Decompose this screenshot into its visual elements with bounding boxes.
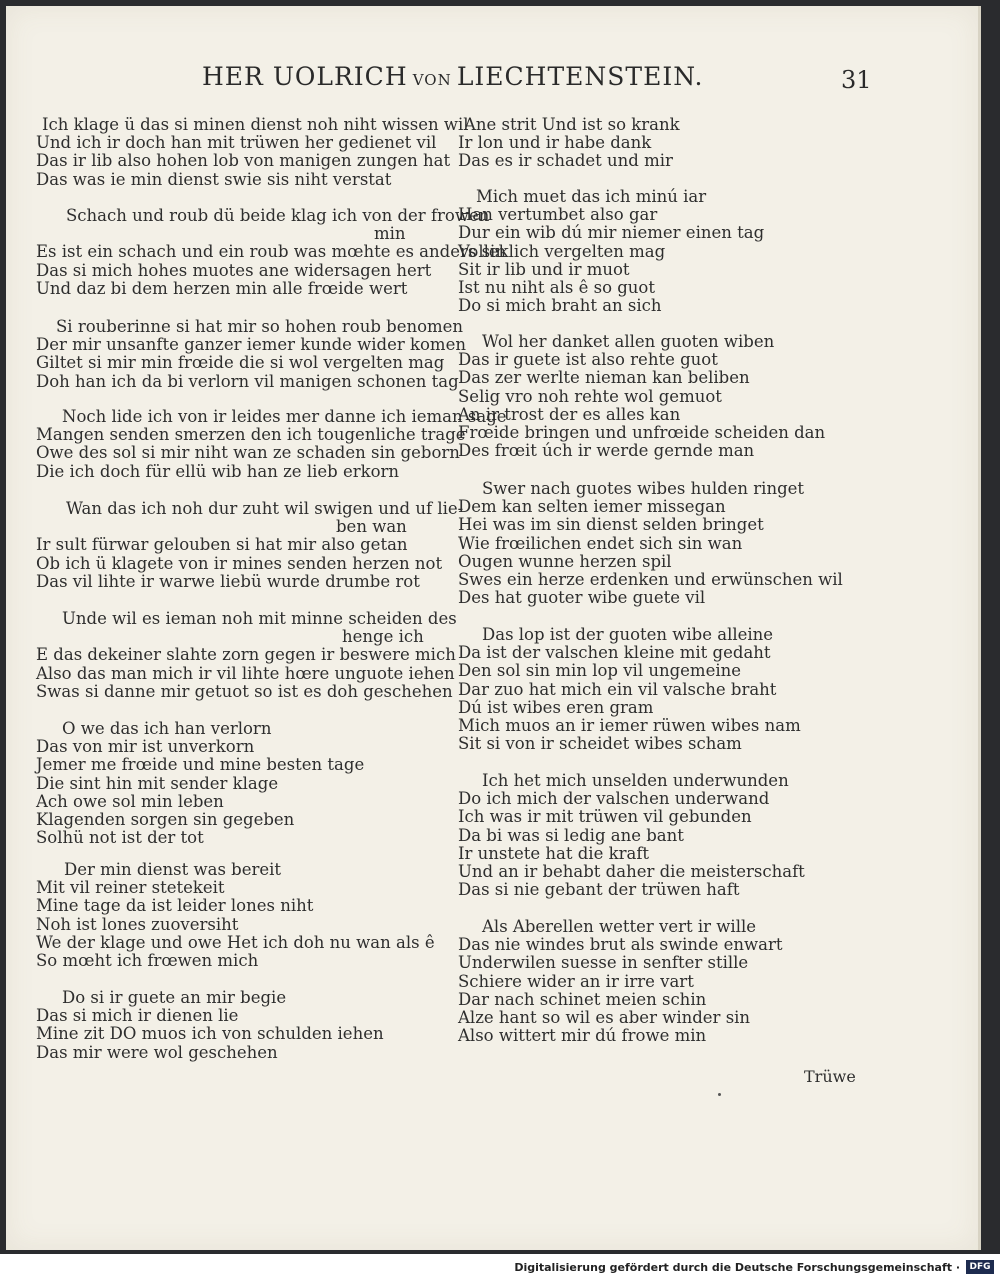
left-stanza-3-line-1: Si rouberinne si hat mir so hohen roub benomen — [56, 317, 464, 336]
header-title-end: LIECHTENSTEIN. — [456, 62, 704, 91]
left-stanza-4-line-3: Owe des sol si mir niht wan ze schaden sin geborn — [36, 443, 460, 463]
right-stanza-3-line-3: Das zer werlte nieman kan beliben — [458, 368, 750, 388]
right-stanza-6-line-3: Ich was ir mit trüwen vil gebunden — [458, 807, 752, 827]
left-stanza-9-line-1: Do si ir guete an mir begie — [62, 988, 287, 1007]
left-stanza-2-line-1: Schach und roub dü beide klag ich von der frowen — [66, 206, 490, 225]
right-stanza-5-line-4: Dar zuo hat mich ein vil valsche braht — [458, 679, 777, 699]
right-stanza-2-line-2: Han vertumbet also gar — [458, 205, 658, 225]
right-stanza-7-line-5: Dar nach schinet meien schin — [458, 989, 707, 1009]
right-stanza-2-line-6: Ist nu niht als ê so guot — [458, 278, 656, 297]
right-stanza-6-line-4: Da bi was si ledig ane bant — [458, 825, 684, 845]
left-stanza-8-line-6: So mœht ich frœwen mich — [36, 951, 259, 970]
left-stanza-5-line-3: Ir sult fürwar gelouben si hat mir also getan — [36, 535, 408, 555]
header-title: HER UOLRICH — [202, 62, 408, 91]
right-stanza-4-line-2: Dem kan selten iemer missegan — [458, 497, 726, 517]
left-stanza-3-line-3: Giltet si mir min frœide die si wol vergelten mag — [36, 353, 445, 373]
left-stanza-8-line-4: Noh ist lones zuoversiht — [36, 914, 239, 934]
right-stanza-6-line-7: Das si nie gebant der trüwen haft — [458, 880, 740, 900]
right-stanza-2-line-5: Sit ir lib und ir muot — [458, 259, 630, 279]
right-stanza-2-line-4: Volleklich vergelten mag — [458, 241, 666, 261]
right-stanza-3-line-5: An ir trost der es alles kan — [458, 404, 681, 424]
left-stanza-1-line-1: Ich klage ü das si minen dienst noh niht wissen wil — [42, 115, 469, 134]
dfg-logo: DFG — [966, 1260, 994, 1274]
left-stanza-7-line-5: Ach owe sol min leben — [36, 791, 224, 811]
right-stanza-4-line-4: Wie frœilichen endet sich sin wan — [458, 533, 743, 553]
left-stanza-4-line-1: Noch lide ich von ir leides mer danne ich ieman sage — [62, 407, 507, 426]
running-header — [202, 62, 703, 91]
left-stanza-5-line-4: Ob ich ü klagete von ir mines senden herzen not — [36, 553, 443, 573]
right-stanza-3-line-1: Wol her danket allen guoten wiben — [482, 332, 775, 351]
right-stanza-3-line-6: Frœide bringen und unfrœide scheiden dan — [458, 423, 826, 442]
left-stanza-8-line-1: Der min dienst was bereit — [64, 860, 282, 879]
left-stanza-6-line-4: Also das man mich ir vil lihte hœre unguote iehen — [36, 663, 455, 683]
left-stanza-7-line-6: Klagenden sorgen sin gegeben — [36, 810, 295, 829]
right-stanza-4-line-3: Hei was im sin dienst selden bringet — [458, 515, 764, 535]
left-stanza-8-line-3: Mine tage da ist leider lones niht — [36, 896, 314, 916]
left-stanza-5-line-1: Wan das ich noh dur zuht wil swigen und uf lie- — [66, 499, 464, 518]
right-stanza-4-line-5: Ougen wunne herzen spil — [458, 551, 672, 571]
left-stanza-2-line-3: Es ist ein schach und ein roub was mœhte es anders sin — [36, 242, 506, 262]
right-stanza-1-line-2: Ir lon und ir habe dank — [458, 133, 652, 153]
right-stanza-1-line-3: Das es ir schadet und mir — [458, 151, 673, 171]
left-stanza-7-line-1: O we das ich han verlorn — [62, 719, 272, 738]
left-stanza-9-line-2: Das si mich ir dienen lie — [36, 1006, 239, 1026]
right-stanza-4-line-1: Swer nach guotes wibes hulden ringet — [482, 479, 805, 498]
left-stanza-5-line-5: Das vil lihte ir warwe liebü wurde drumbe rot — [36, 571, 420, 591]
right-stanza-3-line-4: Selig vro noh rehte wol gemuot — [458, 386, 722, 406]
page-mark — [718, 1093, 721, 1096]
right-stanza-2-line-3: Dur ein wib dú mir niemer einen tag — [458, 223, 765, 243]
left-stanza-3-line-2: Der mir unsanfte ganzer iemer kunde wider komen — [36, 335, 466, 355]
right-stanza-4-line-6: Swes ein herze erdenken und erwünschen wil — [458, 570, 843, 589]
left-stanza-9-line-4: Das mir were wol geschehen — [36, 1042, 278, 1062]
left-stanza-7-line-4: Die sint hin mit sender klage — [36, 773, 279, 793]
left-stanza-6-line-1: Unde wil es ieman noh mit minne scheiden des — [62, 609, 457, 628]
funding-credit: Digitalisierung gefördert durch die Deutsche Forschungsgemeinschaft · — [514, 1261, 960, 1274]
left-stanza-7-line-7: Solhü not ist der tot — [36, 828, 204, 848]
left-stanza-8-line-2: Mit vil reiner stetekeit — [36, 878, 225, 898]
left-stanza-8-line-5: We der klage und owe Het ich doh nu wan als ê — [36, 932, 435, 952]
left-stanza-4-line-4: Die ich doch für ellü wib han ze lieb erkorn — [36, 461, 400, 481]
right-stanza-3-line-7: Des frœit úch ir werde gernde man — [458, 441, 755, 461]
left-stanza-6-line-5: Swas si danne mir getuot so ist es doh geschehen — [36, 681, 453, 701]
catchword: Trüwe — [804, 1067, 856, 1086]
right-stanza-2-line-1: Mich muet das ich minú iar — [476, 187, 707, 206]
right-stanza-5-line-2: Da ist der valschen kleine mit gedaht — [458, 643, 771, 663]
right-stanza-5-line-6: Mich muos an ir iemer rüwen wibes nam — [458, 716, 801, 735]
left-stanza-5-line-2: ben wan — [336, 517, 407, 537]
right-stanza-5-line-3: Den sol sin min lop vil ungemeine — [458, 661, 741, 681]
left-stanza-7-line-3: Jemer me frœide und mine besten tage — [36, 755, 365, 775]
right-stanza-6-line-2: Do ich mich der valschen underwand — [458, 789, 770, 809]
left-stanza-9-line-3: Mine zit DO muos ich von schulden iehen — [36, 1024, 384, 1044]
right-stanza-5-line-5: Dú ist wibes eren gram — [458, 697, 654, 717]
left-stanza-1-line-4: Das was ie min dienst swie sis niht verstat — [36, 169, 392, 189]
right-stanza-7-line-1: Als Aberellen wetter vert ir wille — [482, 917, 757, 936]
right-stanza-6-line-5: Ir unstete hat die kraft — [458, 843, 650, 863]
right-stanza-7-line-3: Underwilen suesse in senfter stille — [458, 953, 749, 973]
right-stanza-6-line-6: Und an ir behabt daher die meisterschaft — [458, 862, 805, 881]
right-stanza-7-line-7: Also wittert mir dú frowe min — [458, 1026, 707, 1046]
left-stanza-6-line-2: henge ich — [342, 627, 424, 647]
right-stanza-5-line-7: Sit si von ir scheidet wibes scham — [458, 734, 742, 754]
right-stanza-5-line-1: Das lop ist der guoten wibe alleine — [482, 625, 774, 644]
right-stanza-2-line-7: Do si mich braht an sich — [458, 296, 662, 316]
page-number: 31 — [841, 66, 872, 94]
left-stanza-4-line-2: Mangen senden smerzen den ich tougenliche trage — [36, 425, 466, 445]
right-stanza-7-line-6: Alze hant so wil es aber winder sin — [458, 1008, 751, 1027]
right-stanza-3-line-2: Das ir guete ist also rehte guot — [458, 350, 718, 370]
left-stanza-6-line-3: E das dekeiner slahte zorn gegen ir beswere mich — [36, 645, 456, 665]
left-stanza-7-line-2: Das von mir ist unverkorn — [36, 737, 255, 757]
left-stanza-2-line-2: min — [374, 224, 406, 244]
right-stanza-6-line-1: Ich het mich unselden underwunden — [482, 771, 789, 790]
right-stanza-1-line-1: Ane strit Und ist so krank — [464, 115, 680, 134]
left-stanza-2-line-4: Das si mich hohes muotes ane widersagen hert — [36, 260, 432, 280]
header-title-von: VON — [412, 71, 452, 89]
left-stanza-2-line-5: Und daz bi dem herzen min alle frœide wert — [36, 278, 408, 298]
right-stanza-7-line-4: Schiere wider an ir irre vart — [458, 971, 694, 991]
left-stanza-1-line-3: Das ir lib also hohen lob von manigen zungen hat — [36, 151, 451, 171]
left-stanza-3-line-4: Doh han ich da bi verlorn vil manigen schonen tag — [36, 371, 459, 391]
book-page — [6, 6, 981, 1250]
left-stanza-1-line-2: Und ich ir doch han mit trüwen her gedienet vil — [36, 133, 437, 153]
right-stanza-4-line-7: Des hat guoter wibe guete vil — [458, 588, 706, 608]
right-stanza-7-line-2: Das nie windes brut als swinde enwart — [458, 935, 783, 955]
